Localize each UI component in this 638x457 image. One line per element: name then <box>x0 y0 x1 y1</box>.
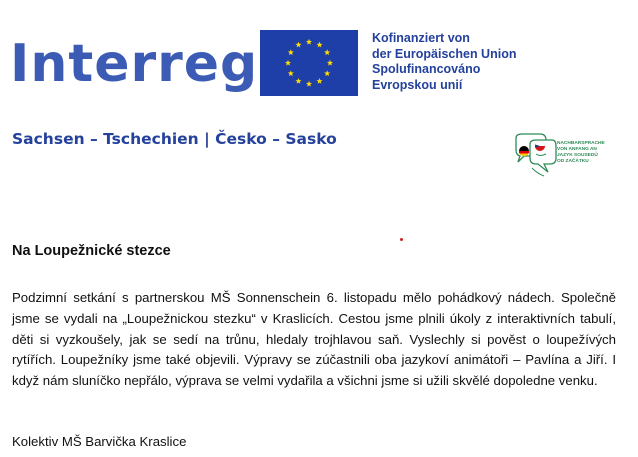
language-logo-line: NACHBARSPRACHE <box>557 141 605 146</box>
eu-line: Evropskou unií <box>372 77 463 92</box>
red-dot-mark <box>400 238 403 241</box>
article-body: Podzimní setkání s partnerskou MŠ Sonnenschein 6. listopadu mělo pohádkový nádech. Společně jsme se vydali na „Loupežnickou stezku“ v Kraslicích. Cestou jsme plnili úkoly z interaktivních tabulí, děti si vyzkoušely, jak se sedí na trůnu, hledaly trojhlavou saň. Vyslechly si pověst o loupežívých rytířích. Loupežníky jsme také objevili. Výpravy se zúčastnili oba jazykoví animátoři – Pavlína a Jiří. I když nám sluníčko nepřálo, výprava se velmi vydařila a všichni jsme si užili skvělé dopoledne venku. <box>12 290 616 389</box>
language-logo-line: OD ZAČÁTKU <box>557 159 589 164</box>
eu-line: der Europäischen Union <box>372 46 517 61</box>
article-signature: Kolektiv MŠ Barvička Kraslice <box>12 434 187 449</box>
eu-flag-icon <box>260 30 358 96</box>
interreg-logo: Interreg <box>10 34 259 94</box>
eu-cofunding-text <box>372 31 516 93</box>
language-logo-line: JAZYK SOUSEDŮ <box>557 153 598 158</box>
article-title: Na Loupežnické stezce <box>12 243 171 259</box>
language-logo-line: VON ANFANG AN <box>557 147 597 152</box>
region-title: Sachsen – Tschechien | Česko – Sasko <box>12 130 337 148</box>
eu-line: Spolufinancováno <box>372 62 481 76</box>
language-logo-text <box>557 141 605 165</box>
eu-line: Kofinanziert von <box>372 31 470 45</box>
